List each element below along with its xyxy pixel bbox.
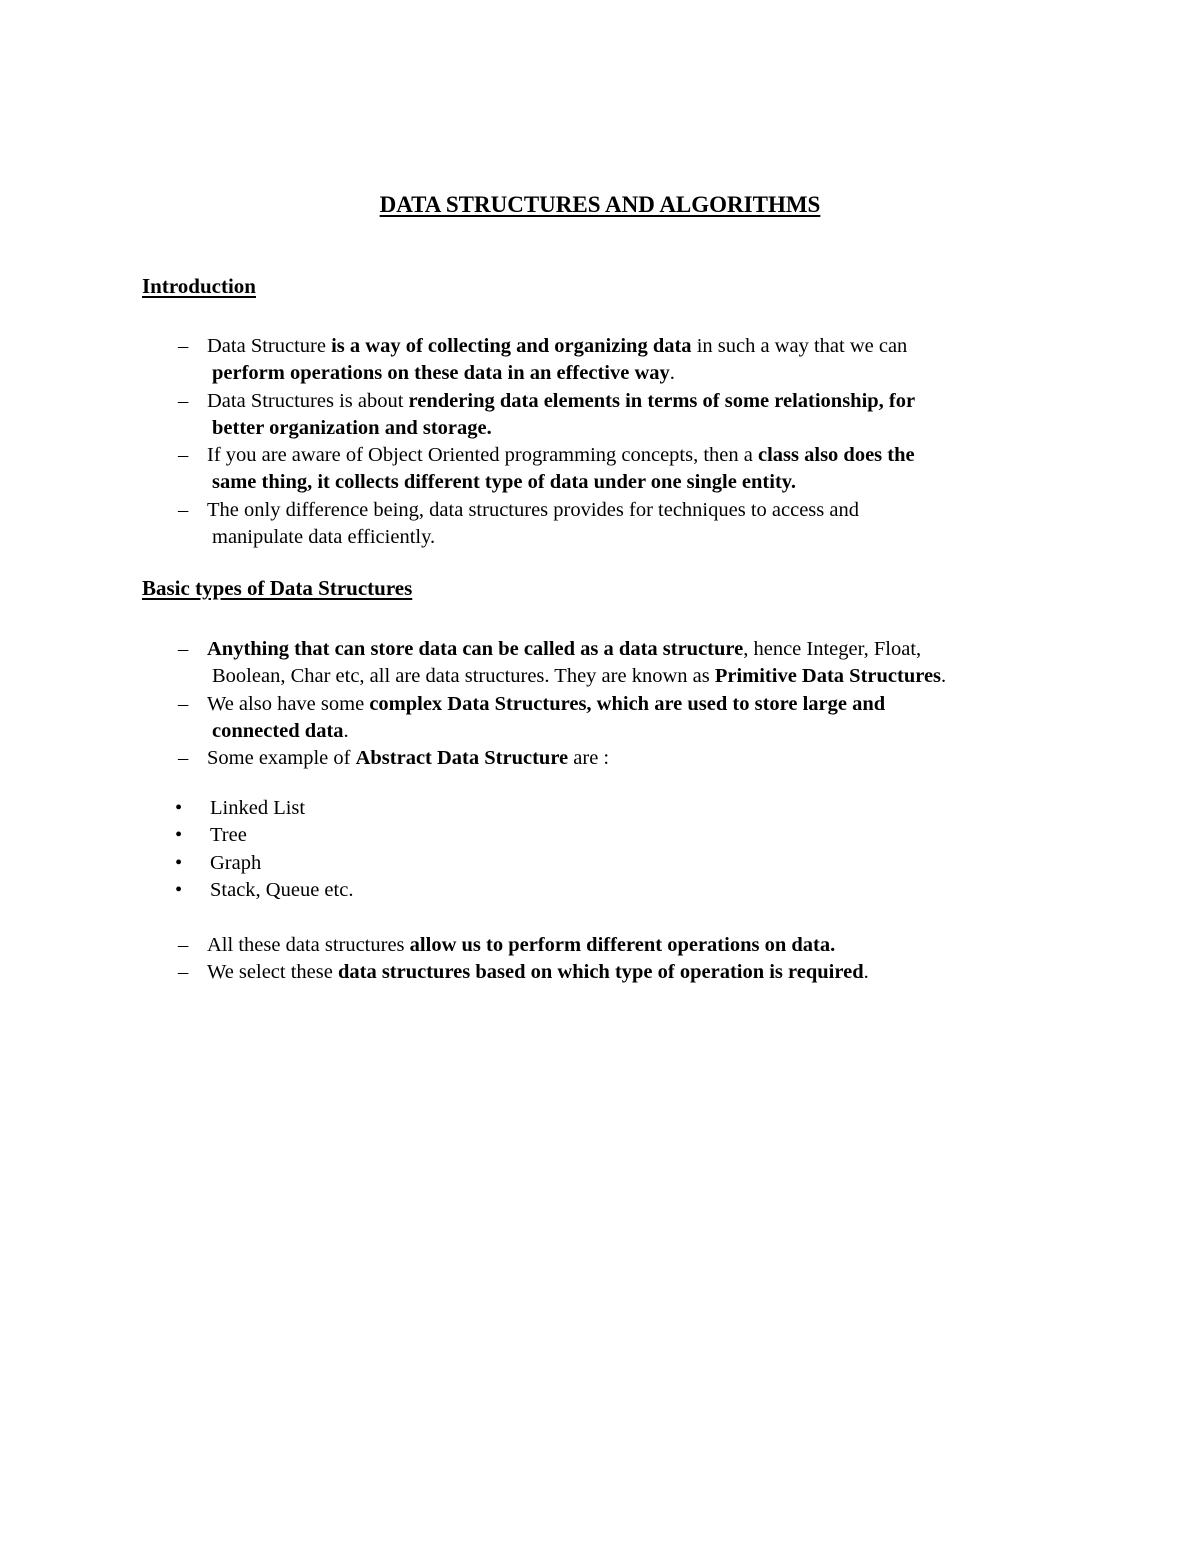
bullet-dot-icon: • <box>175 797 183 819</box>
list-item: – The only difference being, data structures provides for techniques to access and manipulate data efficiently. <box>178 498 859 549</box>
dash-bullet-icon: – <box>178 934 189 956</box>
bullet-dot-icon: • <box>175 878 183 901</box>
bullet-dot-icon: • <box>175 824 183 847</box>
list-item: – All these data structures allow us to perform different operations on data. <box>0 932 1200 959</box>
list-item: • Tree <box>0 822 1200 849</box>
dash-bullet-icon: – <box>178 638 189 660</box>
list-item: – Data Structure is a way of collecting and organizing data in such a way that we can perform operations on these data in an effective way. <box>178 335 908 385</box>
dash-bullet-icon: – <box>178 498 189 521</box>
dash-bullet-icon: – <box>178 961 189 984</box>
list-item: – We select these data structures based on which type of operation is required. <box>0 959 1200 986</box>
closing-list <box>0 932 1200 987</box>
document-title: DATA STRUCTURES AND ALGORITHMS <box>379 192 821 217</box>
list-item: – We also have some complex Data Structures, which are used to store large and connected data. <box>178 692 886 742</box>
dash-bullet-icon: – <box>178 692 189 715</box>
list-item: • Stack, Queue etc. <box>0 877 1200 904</box>
list-item: • Graph <box>0 850 1200 877</box>
dash-bullet-icon: – <box>178 389 189 412</box>
dash-bullet-icon: – <box>178 444 189 467</box>
list-item: – If you are aware of Object Oriented programming concepts, then a class also does the same thing, it collects different type of data under one single entity. <box>178 444 915 494</box>
basic-types-heading: Basic types of Data Structures <box>142 576 413 600</box>
abstract-structures-list <box>0 795 1200 904</box>
intro-heading: Introduction <box>142 274 256 298</box>
basic-types-list <box>0 636 1200 772</box>
list-item: • Linked List <box>0 795 1200 822</box>
dash-bullet-icon: – <box>178 747 189 770</box>
bullet-dot-icon: • <box>175 851 183 874</box>
list-item: – Anything that can store data can be called as a data structure, hence Integer, Float, Boolean, Char etc, all are data structures. They are known as Primitive Data Structures. <box>178 638 947 688</box>
list-item: – Data Structures is about rendering data elements in terms of some relationship, for better organization and storage. <box>178 389 916 439</box>
list-item: – Some example of Abstract Data Structure are : <box>0 745 1200 772</box>
dash-bullet-icon: – <box>178 335 189 357</box>
intro-list <box>0 333 1200 551</box>
